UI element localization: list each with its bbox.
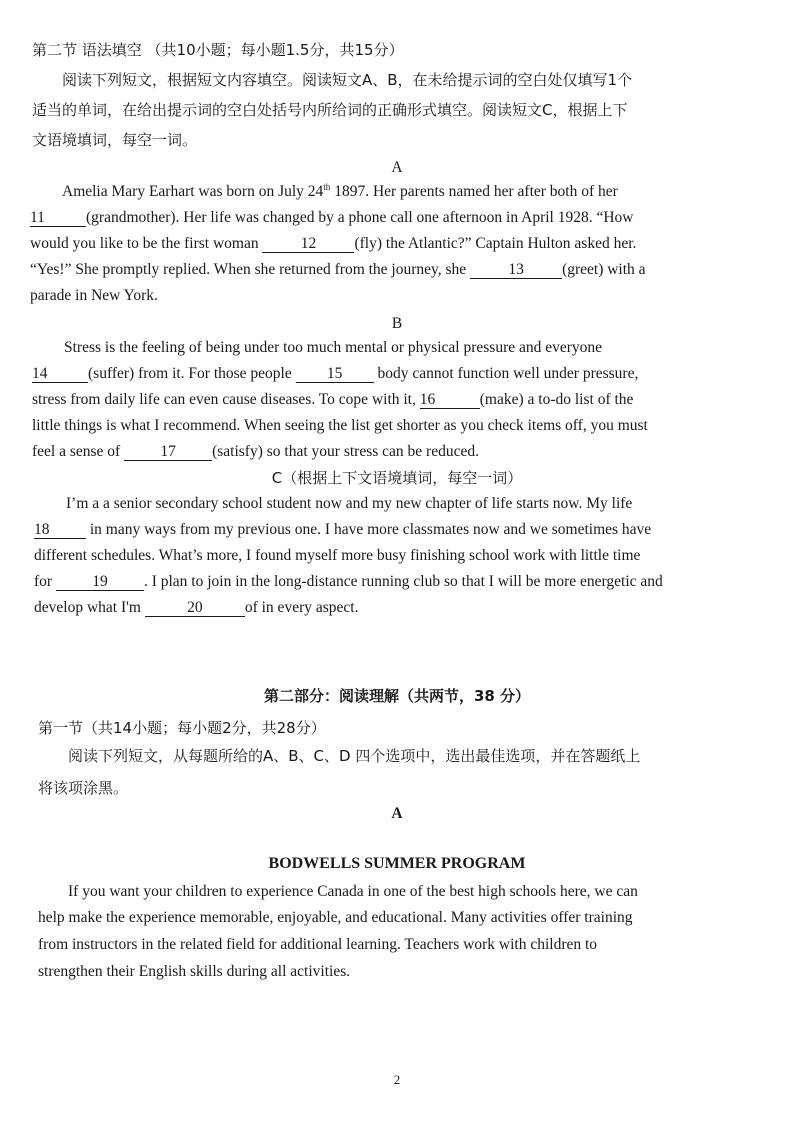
answer-blank-14[interactable]: 14 (32, 365, 88, 383)
answer-blank-11[interactable]: 11 (30, 209, 86, 227)
answer-blank-12[interactable]: 12 (262, 235, 354, 253)
passage-line: different schedules. What’s more, I found myself more busy finishing school work with little time (34, 547, 641, 564)
page-number: 2 (393, 1072, 401, 1087)
passage-line (30, 208, 634, 228)
passage-line (32, 390, 633, 410)
text-span: (suffer) from it. For those people (88, 365, 296, 382)
section-heading: 第二节 语法填空 （共10小题；每小题1.5分，共15分） (32, 41, 404, 59)
passage-line (30, 260, 646, 280)
passage-line (34, 520, 651, 540)
passage-label: A (391, 805, 403, 822)
passage-line: little things is what I recommend. When seeing the list get shorter as you check items off, you must (32, 417, 648, 434)
instruction-line: 阅读下列短文，根据短文内容填空。阅读短文A、B，在未给提示词的空白处仅填写1个 (62, 71, 633, 89)
passage-line (34, 598, 358, 618)
text-span: Amelia Mary Earhart was born on July 24 (62, 183, 324, 200)
text-span: body cannot function well under pressure, (373, 365, 639, 382)
passage-line (30, 234, 636, 254)
text-span: in many ways from my previous one. I have more classmates now and we sometimes have (86, 521, 652, 538)
passage-label: A (391, 159, 403, 176)
answer-blank-15[interactable]: 15 (296, 365, 374, 383)
instruction-line: 将该项涂黑。 (38, 779, 129, 797)
instruction-line: 文语境填词，每空一词。 (32, 131, 198, 149)
text-span: (greet) with a (562, 261, 646, 278)
passage-line (62, 182, 618, 202)
answer-blank-17[interactable]: 17 (124, 443, 212, 461)
answer-blank-13[interactable]: 13 (470, 261, 562, 279)
answer-blank-16[interactable]: 16 (420, 391, 480, 409)
part-heading: 第二部分：阅读理解（共两节，38 分） (263, 687, 531, 705)
section-heading: 第一节（共14小题；每小题2分，共28分） (38, 719, 326, 737)
text-span: (grandmother). Her life was changed by a phone call one afternoon in April 1928. “How (86, 209, 634, 226)
passage-line: I’m a a senior secondary school student now and my new chapter of life starts now. My life (66, 495, 633, 512)
text-span: of in every aspect. (244, 599, 359, 616)
text-span: would you like to be the first woman (30, 235, 263, 252)
text-span: (satisfy) so that your stress can be reduced. (212, 443, 479, 460)
answer-blank-19[interactable]: 19 (56, 573, 144, 591)
passage-line (34, 572, 663, 592)
superscript: th (323, 181, 331, 192)
instruction-line: 适当的单词，在给出提示词的空白处括号内所给词的正确形式填空。阅读短文C，根据上下 (32, 101, 628, 119)
passage-line (32, 364, 638, 384)
passage-line: parade in New York. (30, 287, 158, 304)
text-span: stress from daily life can even cause diseases. To cope with it, (32, 391, 420, 408)
text-span: (fly) the Atlantic?” Captain Hulton asked her. (354, 235, 637, 252)
article-line: strengthen their English skills during all activities. (38, 963, 351, 980)
text-span: feel a sense of (32, 443, 125, 460)
text-span: 1897. Her parents named her after both of her (330, 183, 618, 200)
article-line: If you want your children to experience Canada in one of the best high schools here, we can (68, 883, 638, 900)
passage-line: Stress is the feeling of being under too much mental or physical pressure and everyone (64, 339, 603, 356)
text-span: (make) a to-do list of the (479, 391, 634, 408)
article-title: BODWELLS SUMMER PROGRAM (268, 855, 526, 872)
answer-blank-20[interactable]: 20 (145, 599, 245, 617)
passage-label: B (391, 315, 403, 332)
text-span: . I plan to join in the long-distance running club so that I will be more energetic and (143, 573, 663, 590)
article-line: help make the experience memorable, enjoyable, and educational. Many activities offer training (38, 909, 633, 926)
instruction-line: 阅读下列短文，从每题所给的A、B、C、D 四个选项中，选出最佳选项，并在答题纸上 (68, 747, 641, 765)
passage-line (32, 442, 479, 462)
answer-blank-18[interactable]: 18 (34, 521, 86, 539)
text-span: “Yes!” She promptly replied. When she returned from the journey, she (30, 261, 471, 278)
text-span: develop what I'm (34, 599, 145, 616)
text-span: for (34, 573, 56, 590)
article-line: from instructors in the related field for additional learning. Teachers work with children to (38, 936, 598, 953)
passage-label: C（根据上下文语境填词，每空一词） (271, 469, 523, 487)
